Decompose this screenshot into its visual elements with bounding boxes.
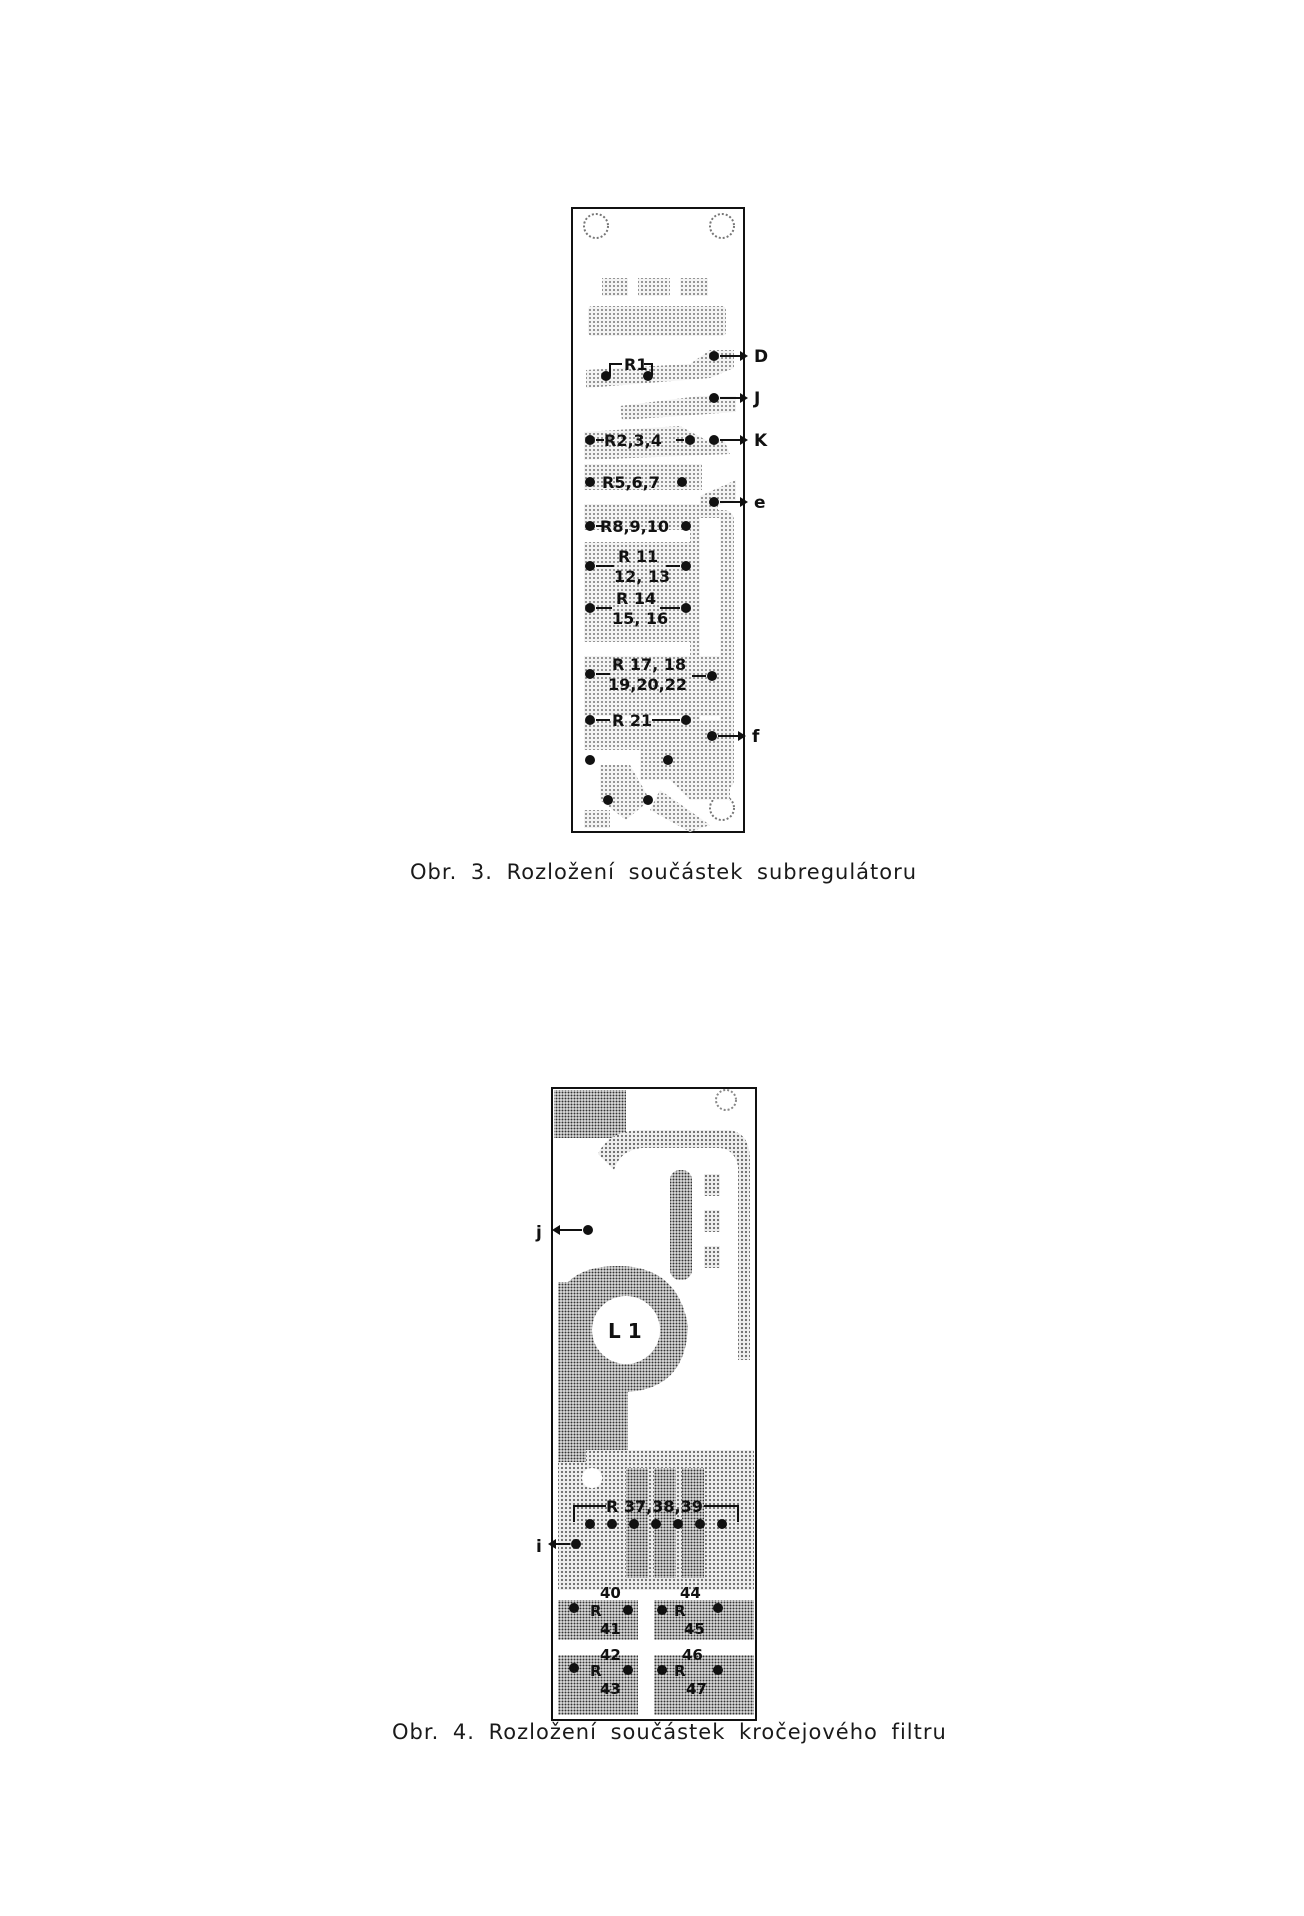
connector-f: f: [752, 727, 760, 747]
mounting-hole: [582, 1468, 602, 1488]
label-r-44-45: R: [674, 1602, 686, 1620]
pad: [585, 715, 595, 725]
label-l1: L 1: [608, 1319, 642, 1343]
connector-e: e: [754, 493, 766, 513]
pad: [585, 669, 595, 679]
connector-d: D: [754, 347, 769, 367]
pad: [709, 497, 719, 507]
label-r-46-47: R: [674, 1662, 686, 1680]
label-r37-38-39: R 37,38,39: [606, 1497, 703, 1516]
label-r5-6-7: R5,6,7: [602, 473, 660, 492]
pad: [695, 1519, 705, 1529]
pad: [709, 393, 719, 403]
label-12-13: 12, 13: [614, 567, 671, 586]
pad: [681, 521, 691, 531]
pad: [585, 521, 595, 531]
label-r-40-41: R: [590, 1602, 602, 1620]
pad: [585, 561, 595, 571]
pad: [685, 435, 695, 445]
connector-j: J: [754, 389, 761, 409]
pad: [707, 731, 717, 741]
pad: [663, 755, 673, 765]
pad: [677, 477, 687, 487]
figure-4-caption: Obr. 4. Rozložení součástek kročejového filtru: [392, 1720, 947, 1744]
label-15-16: 15, 16: [612, 609, 669, 628]
pad: [623, 1665, 633, 1675]
label-41: 41: [600, 1620, 621, 1638]
pad: [607, 1519, 617, 1529]
pad: [583, 1225, 593, 1235]
label-44: 44: [680, 1584, 701, 1602]
label-40: 40: [600, 1584, 621, 1602]
pad: [585, 1519, 595, 1529]
pad: [657, 1665, 667, 1675]
label-r8-9-10: R8,9,10: [600, 517, 670, 536]
label-r14: R 14: [616, 589, 657, 608]
pad: [681, 561, 691, 571]
label-r17-18: R 17, 18: [612, 655, 687, 674]
pad: [569, 1663, 579, 1673]
figure-3-pcb-diagram: [540, 200, 780, 840]
pad: [657, 1605, 667, 1615]
pad: [707, 671, 717, 681]
label-r21: R 21: [612, 711, 653, 730]
figure-4-pcb-diagram: [528, 1070, 768, 1730]
label-45: 45: [684, 1620, 705, 1638]
label-r2-3-4: R2,3,4: [604, 431, 662, 450]
label-43: 43: [600, 1680, 621, 1698]
pad: [673, 1519, 683, 1529]
pad: [585, 603, 595, 613]
pad: [571, 1539, 581, 1549]
label-46: 46: [682, 1646, 703, 1664]
figure-3-caption: Obr. 3. Rozložení součástek subregulátoru: [410, 860, 918, 884]
label-47: 47: [686, 1680, 707, 1698]
connector-k: K: [754, 431, 768, 451]
pad: [629, 1519, 639, 1529]
pad: [585, 435, 595, 445]
label-r-42-43: R: [590, 1662, 602, 1680]
label-42: 42: [600, 1646, 621, 1664]
pad: [709, 351, 719, 361]
pad: [585, 755, 595, 765]
pad: [623, 1605, 633, 1615]
connector-j: j: [536, 1223, 542, 1243]
pad: [717, 1519, 727, 1529]
pad: [713, 1603, 723, 1613]
pad: [569, 1603, 579, 1613]
connector-i: i: [536, 1537, 542, 1557]
pad: [643, 795, 653, 805]
pad: [709, 435, 719, 445]
pad: [681, 715, 691, 725]
pad: [713, 1665, 723, 1675]
pad: [585, 477, 595, 487]
label-r11: R 11: [618, 547, 659, 566]
label-r1: R1: [624, 355, 648, 374]
pad: [603, 795, 613, 805]
label-19-20-22: 19,20,22: [608, 675, 687, 694]
pad: [651, 1519, 661, 1529]
pad: [681, 603, 691, 613]
